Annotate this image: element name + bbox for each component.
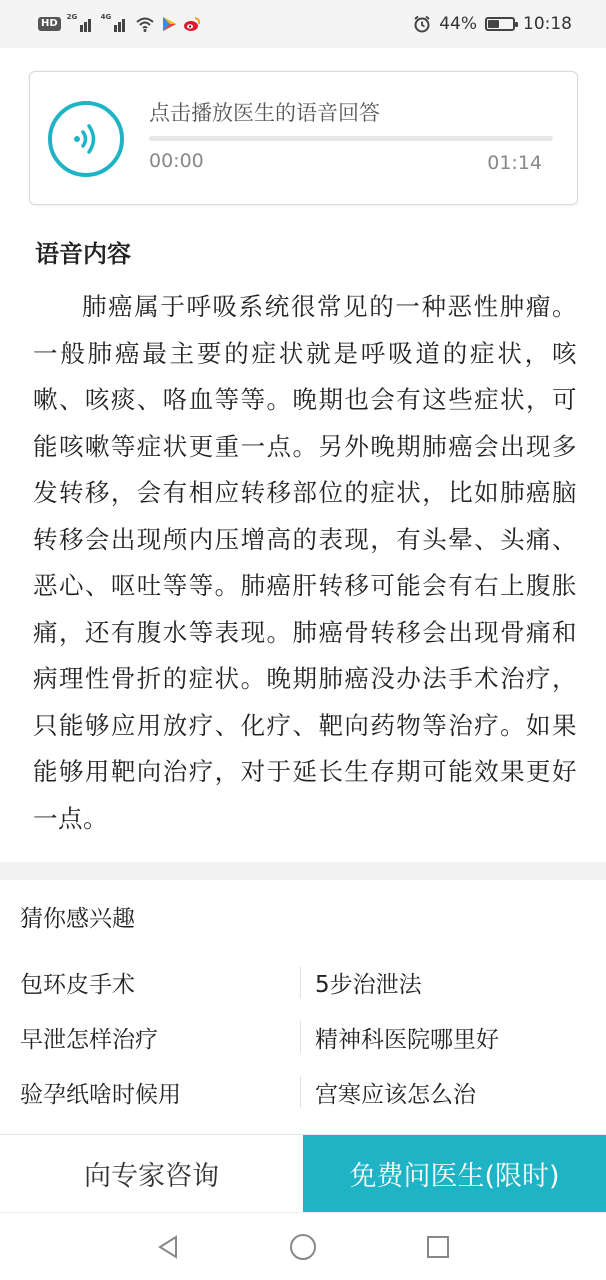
audio-current-time: 00:00 [149, 150, 204, 172]
signal-sim1-icon [66, 13, 95, 32]
bottom-action-bar [0, 1134, 606, 1212]
back-triangle-icon [154, 1233, 182, 1261]
clock: 10:18 [523, 14, 572, 34]
sim2-label: 4G [100, 13, 112, 21]
play-store-icon [161, 16, 177, 32]
alarm-icon [413, 15, 431, 33]
wifi-icon [135, 16, 155, 32]
signal-sim2-icon [100, 13, 129, 32]
system-nav-bar [0, 1212, 606, 1280]
play-voice-button[interactable] [48, 101, 124, 177]
battery-percent: 44% [439, 14, 477, 34]
status-left [38, 13, 201, 32]
status-right [413, 14, 572, 34]
interest-item[interactable]: 宫寒应该怎么治 [315, 1082, 476, 1108]
interest-item[interactable]: 包环皮手术 [20, 972, 135, 998]
interest-item[interactable]: 早泄怎样治疗 [20, 1027, 158, 1053]
battery-icon [485, 17, 515, 31]
audio-progress-bar[interactable] [149, 136, 553, 141]
weibo-icon [183, 16, 201, 32]
sim1-label: 2G [66, 13, 78, 21]
interest-item[interactable]: 验孕纸啥时候用 [20, 1082, 181, 1108]
interest-item[interactable]: 精神科医院哪里好 [315, 1027, 499, 1053]
audio-title: 点击播放医生的语音回答 [149, 101, 380, 125]
hd-badge: HD [38, 17, 61, 31]
section-divider [0, 862, 606, 880]
audio-player-card[interactable] [29, 71, 578, 205]
status-bar [0, 0, 606, 48]
consult-expert-button[interactable]: 向专家咨询 [0, 1135, 303, 1212]
home-circle-icon [288, 1232, 318, 1262]
voice-content-text: 肺癌属于呼吸系统很常见的一种恶性肿瘤。一般肺癌最主要的症状就是呼吸道的症状，咳嗽、咳痰、咯血等等。晚期也会有这些症状，可能咳嗽等症状更重一点。另外晚期肺癌会出现多发转移，会有相应转移部位的症状，比如肺癌脑转移会出现颅内压增高的表现，有头晕、头痛、恶心、呕吐等等。肺癌肝转移可能会有右上腹胀痛，还有腹水等表现。肺癌骨转移会出现骨痛和病理性骨折的症状。晚期肺癌没办法手术治疗，只能够应用放疗、化疗、靶向药物等治疗。如果能够用靶向治疗，对于延长生存期可能效果更好一点。 [33, 292, 577, 833]
section-heading: 语音内容 [35, 240, 131, 268]
battery-fill [488, 20, 499, 28]
home-button[interactable] [287, 1231, 319, 1263]
interest-panel [0, 880, 606, 1134]
back-button[interactable] [152, 1231, 184, 1263]
column-separator [300, 1021, 301, 1053]
column-separator [300, 1076, 301, 1108]
free-ask-doctor-button[interactable]: 免费问医生(限时) [303, 1135, 606, 1212]
interest-title: 猜你感兴趣 [20, 906, 135, 932]
recents-square-icon [424, 1233, 452, 1261]
audio-duration: 01:14 [487, 152, 542, 174]
interest-item[interactable]: 5步治泄法 [315, 972, 422, 998]
column-separator [300, 966, 301, 998]
recents-button[interactable] [422, 1231, 454, 1263]
voice-wave-icon [66, 119, 106, 159]
